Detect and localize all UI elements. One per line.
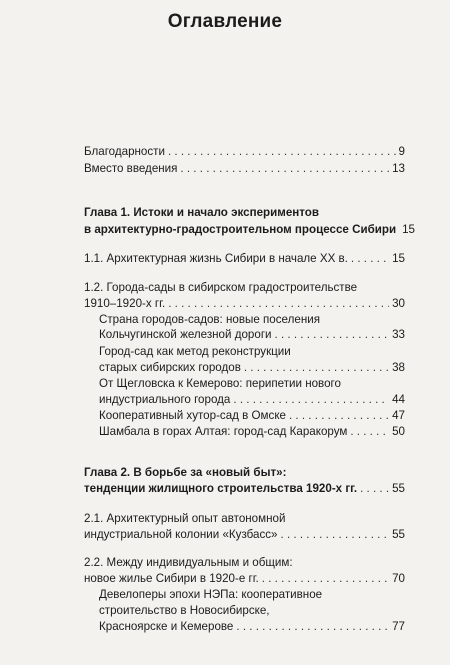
dot-leader <box>281 528 390 542</box>
toc-section-1-2[interactable] <box>84 297 405 311</box>
toc-page-number: 70 <box>392 572 405 585</box>
toc-page-number: 44 <box>392 393 405 406</box>
toc-page-number: 55 <box>392 482 405 495</box>
toc-entry-intro[interactable] <box>84 162 405 176</box>
dot-leader <box>351 252 389 266</box>
toc-section-2-1[interactable] <box>84 528 405 542</box>
toc-chapter-2-line-1[interactable]: Глава 2. В борьбе за «новый быт»: <box>84 466 287 479</box>
toc-chapter-1[interactable] <box>84 223 415 237</box>
toc-section-2-1-line-1[interactable]: 2.1. Архитектурный опыт автономной <box>84 512 286 525</box>
toc-section-1-1[interactable] <box>84 252 405 266</box>
toc-section-2-2[interactable] <box>84 572 405 586</box>
dot-leader <box>233 393 389 407</box>
toc-subsection-6[interactable] <box>99 620 405 634</box>
dot-leader <box>180 162 389 176</box>
toc-page-number: 30 <box>392 297 405 310</box>
toc-subsection-6-line-1[interactable]: Девелоперы эпохи НЭПа: кооперативное <box>99 588 323 601</box>
toc-chapter-2[interactable] <box>84 482 405 496</box>
toc-entry-label: Благодарности <box>84 145 165 158</box>
page-title: Оглавление <box>167 11 283 32</box>
toc-entry-label: индустриального города <box>99 393 231 406</box>
dot-leader <box>360 482 389 496</box>
toc-chapter-1-line-1[interactable]: Глава 1. Истоки и начало экспериментов <box>84 206 320 219</box>
toc-page-number: 9 <box>398 145 405 158</box>
toc-entry-thanks[interactable] <box>84 145 405 159</box>
dot-leader <box>168 145 396 159</box>
toc-subsection-5[interactable] <box>99 425 405 439</box>
toc-entry-label: Кооперативный хутор-сад в Омске <box>99 409 286 422</box>
toc-page-number: 13 <box>392 162 405 175</box>
toc-entry-label: 1.1. Архитектурная жизнь Сибири в начале ХХ в. <box>84 252 348 265</box>
toc-subsection-1[interactable] <box>99 328 405 342</box>
toc-entry-label: тенденции жилищного строительства 1920-х гг. <box>84 482 358 495</box>
dot-leader <box>275 328 390 342</box>
toc-page-number: 77 <box>392 620 405 633</box>
dot-leader <box>168 297 389 311</box>
toc-entry-label: Вместо введения <box>84 162 178 175</box>
dot-leader <box>236 620 389 634</box>
toc-page-number: 15 <box>392 252 405 265</box>
toc-page-number: 33 <box>392 328 405 341</box>
toc-subsection-6-line-2[interactable]: строительство в Новосибирске, <box>99 604 270 617</box>
toc-subsection-2-line-1[interactable]: Город-сад как метод реконструкции <box>99 345 291 358</box>
dot-leader <box>350 425 389 439</box>
toc-subsection-3[interactable] <box>99 393 405 407</box>
toc-subsection-4[interactable] <box>99 409 405 423</box>
dot-leader <box>289 409 389 423</box>
toc-page-number: 47 <box>392 409 405 422</box>
toc-section-2-2-line-1[interactable]: 2.2. Между индивидуальным и общим: <box>84 556 293 569</box>
toc-entry-label: индустриальной колонии «Кузбасс» <box>84 528 278 541</box>
toc-page-number: 38 <box>392 361 405 374</box>
toc-entry-label: старых сибирских городов <box>99 361 241 374</box>
toc-entry-label: 1910–1920-х гг. <box>84 297 166 310</box>
toc-page-number: 15 <box>402 223 415 236</box>
toc-subsection-1-line-1[interactable]: Страна городов-садов: новые поселения <box>99 313 320 326</box>
toc-subsection-2[interactable] <box>99 361 405 375</box>
dot-leader <box>244 361 389 375</box>
toc-page-number: 50 <box>392 425 405 438</box>
dot-leader <box>262 572 389 586</box>
toc-entry-label: Кольчугинской железной дороги <box>99 328 272 341</box>
toc-entry-label: в архитектурно-градостроительном процессе Сибири <box>84 223 397 236</box>
toc-section-1-2-line-1[interactable]: 1.2. Города-сады в сибирском градостроительстве <box>84 281 358 294</box>
toc-page-number: 55 <box>392 528 405 541</box>
toc-entry-label: новое жилье Сибири в 1920-е гг. <box>84 572 259 585</box>
toc-entry-label: Шамбала в горах Алтая: город-сад Каракорум <box>99 425 348 438</box>
toc-subsection-3-line-1[interactable]: От Щегловска к Кемерово: перипетии нового <box>99 377 341 390</box>
toc-entry-label: Красноярске и Кемерове <box>99 620 234 633</box>
